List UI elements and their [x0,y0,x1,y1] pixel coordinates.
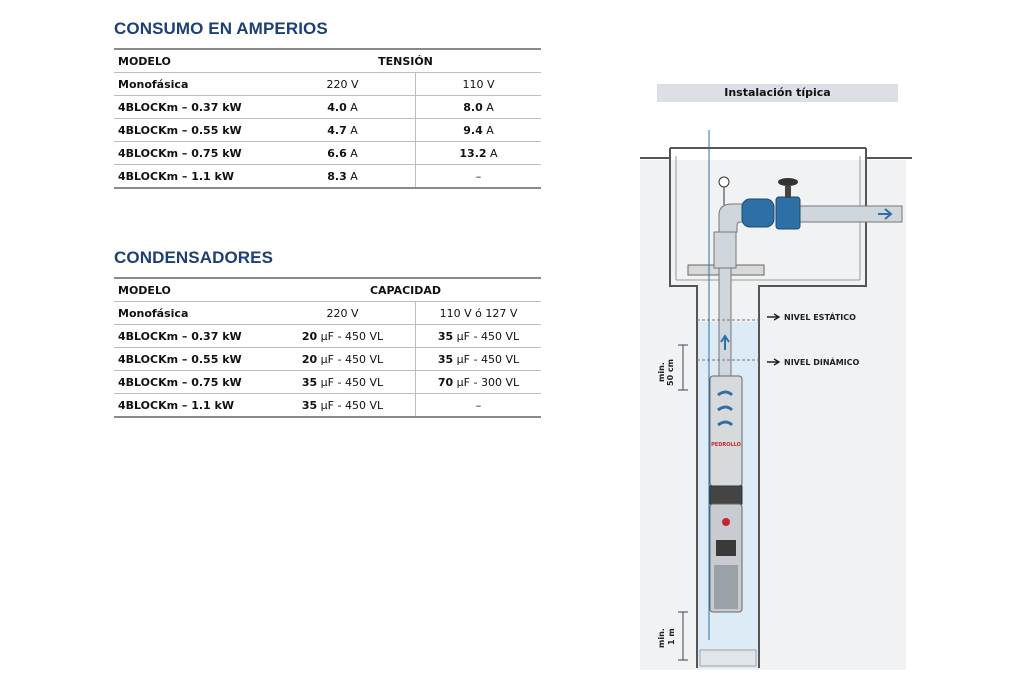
dim-bottom-label-a: min. [657,628,666,648]
motor-fins [714,565,738,609]
value-unit: A [482,100,494,114]
consumo-header-model: MODELO [114,49,270,73]
value-unit: μF - 450 VL [317,352,384,366]
value-number: 20 [301,329,318,343]
pipe-head [714,232,736,268]
value-unit: A [486,146,498,160]
value-number: 9.4 [463,123,483,137]
pressure-gauge [719,177,729,187]
consumo-title: CONSUMO EN AMPERIOS [114,19,328,38]
model-cell: 4BLOCKm – 0.55 kW [114,348,270,371]
value-number: 20 [301,352,318,366]
value-unit: A [346,146,358,160]
value-unit: μF - 450 VL [317,329,384,343]
value-number: 70 [437,375,454,389]
installation-title: Instalación típica [657,84,898,102]
value-number: 8.3 [327,169,347,183]
value-unit: μF - 450 VL [453,352,520,366]
valve-handwheel [778,178,798,186]
motor-label-plate [716,540,736,556]
condensadores-subheader-v2: 110 V ó 127 V [416,302,542,325]
model-cell: 4BLOCKm – 1.1 kW [114,394,270,418]
model-cell: 4BLOCKm – 0.37 kW [114,96,270,119]
value-number: 6.6 [327,146,347,160]
condensadores-header-model: MODELO [114,278,270,302]
value-unit: μF - 450 VL [317,398,384,412]
value-unit: A [346,169,358,183]
value-unit: A [346,123,358,137]
dim-top-label-a: min. [657,362,666,382]
dynamic-level-label: NIVEL DINÁMICO [784,358,860,367]
consumo-header-tension: TENSIÓN [270,49,541,73]
value-number: 4.7 [327,123,347,137]
value-number: 35 [301,398,318,412]
value-unit: μF - 300 VL [453,375,520,389]
pump-brand-label: PEDROLLO [711,442,741,448]
value-number: 35 [437,329,454,343]
value-unit: μF - 450 VL [317,375,384,389]
dim-top-label-b: 50 cm [666,359,675,386]
value-number: 13.2 [459,146,487,160]
condensadores-subheader-label: Monofásica [114,302,270,325]
value-unit: – [475,169,482,183]
model-cell: 4BLOCKm – 0.75 kW [114,371,270,394]
condensadores-title: CONDENSADORES [114,248,274,267]
condensadores-header-capacidad: CAPACIDAD [270,278,541,302]
gate-valve [776,197,800,229]
model-cell: 4BLOCKm – 1.1 kW [114,165,270,189]
model-cell: 4BLOCKm – 0.75 kW [114,142,270,165]
dim-bottom-label-b: 1 m [667,628,676,645]
consumo-subheader-v1: 220 V [270,73,416,96]
consumo-subheader-v2: 110 V [416,73,542,96]
motor-badge-icon [722,518,730,526]
value-unit: μF - 450 VL [453,329,520,343]
consumo-subheader-label: Monofásica [114,73,270,96]
value-unit: – [475,398,482,412]
model-cell: 4BLOCKm – 0.55 kW [114,119,270,142]
condensadores-subheader-v1: 220 V [270,302,416,325]
pump-intake [710,486,742,504]
value-number: 35 [301,375,318,389]
value-unit: A [482,123,494,137]
value-number: 35 [437,352,454,366]
static-level-label: NIVEL ESTÁTICO [784,313,856,322]
valve-stem [785,186,791,198]
value-unit: A [346,100,358,114]
check-valve [742,199,774,227]
gravel-bed [700,650,756,666]
model-cell: 4BLOCKm – 0.37 kW [114,325,270,348]
value-number: 4.0 [327,100,347,114]
value-number: 8.0 [463,100,483,114]
